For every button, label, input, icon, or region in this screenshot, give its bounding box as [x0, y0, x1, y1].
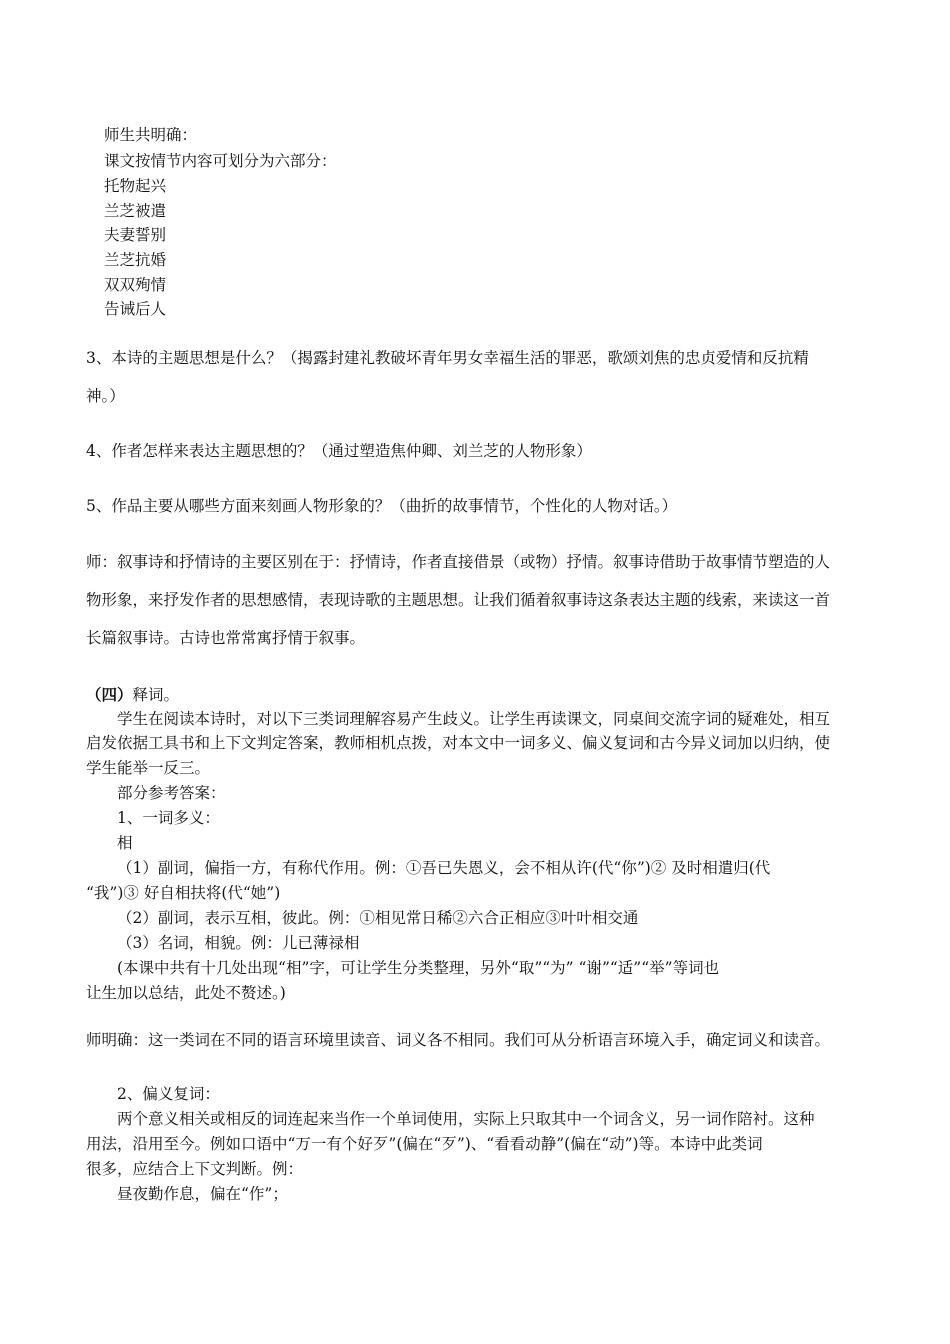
definition-1-line-2: “我”)③ 好自相扶将(代“她”) [86, 884, 281, 902]
intro-line-2: 课文按情节内容可划分为六部分： [104, 152, 337, 170]
teacher-note-line-3: 长篇叙事诗。古诗也常常寓抒情于叙事。 [86, 629, 366, 647]
part-item: 告诫后人 [104, 300, 167, 318]
section-4-para-line-2: 启发依据工具书和上下文判定答案，教师相机点拨，对本文中一词多义、偏义复词和古今异义词加以归纳，使 [86, 734, 831, 752]
section-4-heading [86, 687, 179, 704]
teacher-note-line-2: 物形象，来抒发作者的思想感情，表现诗歌的主题思想。让我们循着叙事诗这条表达主题的线索，来读这一首 [86, 591, 831, 609]
definition-1-line-1: （1）副词，偏指一方，有称代作用。例：①吾已失恩义，会不相从许(代“你”)② 及时相遣归(代 [117, 859, 771, 877]
note-line-1: (本课中共有十几处出现“相”字，可让学生分类整理，另外“取”“为” “谢”“适”“举”等词也 [117, 959, 720, 977]
section-4-para-line-3: 学生能举一反三。 [86, 759, 211, 777]
question-4: 4、作者怎样来表达主题思想的？（通过塑造焦仲卿、刘兰芝的人物形象） [86, 442, 592, 460]
part-item: 夫妻誓别 [104, 226, 167, 244]
example-1: 昼夜勤作息，偏在“作”； [117, 1185, 288, 1203]
item-1-title: 1、一词多义： [117, 809, 220, 827]
definition-3: （3）名词，相貌。例：儿已薄禄相 [117, 934, 360, 952]
part-item: 兰芝抗婚 [104, 251, 167, 269]
section-4-para-line-1: 学生在阅读本诗时，对以下三类词理解容易产生歧义。让学生再读课文，同桌间交流字词的疑难处，相互 [117, 710, 831, 728]
item-2-title: 2、偏义复词： [117, 1085, 220, 1103]
part-item: 托物起兴 [104, 177, 167, 195]
question-3-line-2: 神。） [86, 387, 125, 405]
question-5: 5、作品主要从哪些方面来刻画人物形象的？（曲折的故事情节，个性化的人物对话。） [86, 497, 678, 515]
part-item: 双双殉情 [104, 276, 167, 294]
part-item: 兰芝被遣 [104, 202, 167, 220]
reference-answers-label: 部分参考答案： [117, 784, 226, 802]
question-3-line-1: 3、本诗的主题思想是什么？（揭露封建礼教破坏青年男女幸福生活的罪恶，歌颂刘焦的忠贞爱情和反抗精 [86, 349, 809, 367]
item-2-line-1: 两个意义相关或相反的词连起来当作一个单词使用，实际上只取其中一个词含义，另一词作陪衬。这种 [117, 1110, 815, 1128]
item-1-word: 相 [117, 834, 133, 852]
section-4-number: （四） [86, 685, 133, 704]
item-2-line-3: 很多，应结合上下文判断。例： [86, 1160, 304, 1178]
note-line-2: 让生加以总结，此处不赘述。) [86, 984, 286, 1002]
teacher-note-line-1: 师：叙事诗和抒情诗的主要区别在于：抒情诗，作者直接借景（或物）抒情。叙事诗借助于故事情节塑造的人 [86, 553, 831, 571]
section-4-title: 释词。 [132, 686, 180, 704]
intro-line-1: 师生共明确： [104, 126, 198, 144]
item-2-line-2: 用法，沿用至今。例如口语中“万一有个好歹”(偏在“歹”)、“看看动静”(偏在“动”)等。本诗中此类词 [86, 1135, 763, 1153]
teacher-clarify: 师明确：这一类词在不同的语言环境里读音、词义各不相同。我们可从分析语言环境入手，确定词义和读音。 [86, 1031, 831, 1049]
definition-2: （2）副词，表示互相，彼此。例：①相见常日稀②六合正相应③叶叶相交通 [117, 909, 639, 927]
